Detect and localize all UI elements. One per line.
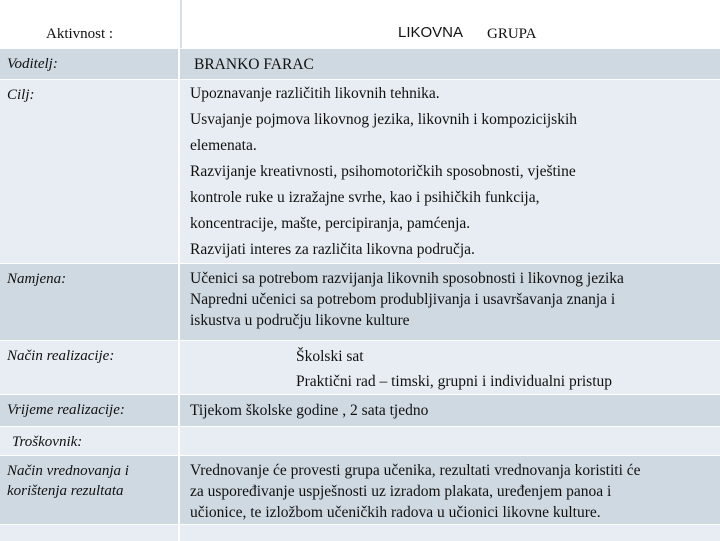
row-value [180,456,720,524]
row-value-line: BRANKO FARAC [194,56,314,73]
row-empty [0,524,720,541]
activity-title-part2: GRUPA [487,26,537,42]
row-label: Namjena: [0,264,180,340]
row-label: Troškovnik: [0,427,180,455]
row-value-line: iskustva u području likovne kulture [190,312,410,329]
header-left-cell [0,0,180,48]
table-body [0,48,720,541]
row-label: Cilj: [0,80,180,263]
row-troskovnik [0,426,720,455]
row-value [180,525,720,541]
activity-label: Aktivnost : [46,26,114,42]
row-value-line: Školski sat [296,348,364,365]
row-value-line: elemenata. [190,137,257,154]
row-value [180,395,720,426]
row-label: Način vrednovanja i korištenja rezultata [0,456,180,524]
header-right-cell [182,0,720,48]
row-value-line: Razvijati interes za različita likovna područja. [190,241,475,258]
row-value-line: Razvijanje kreativnosti, psihomotoričkih sposobnosti, vještine [190,163,576,180]
activity-title-part1: LIKOVNA [398,24,464,41]
row-vrijeme-realizacije [0,394,720,426]
row-value [180,427,720,455]
row-nacin-realizacije [0,340,720,394]
row-value-line: Vrednovanje će provesti grupa učenika, rezultati vrednovanja koristiti će [190,462,641,479]
row-label: Način realizacije: [0,341,180,394]
row-label: Voditelj: [0,49,180,79]
row-value [180,341,720,394]
row-cilj [0,79,720,263]
row-value [180,49,720,79]
row-nacin-vrednovanja [0,455,720,524]
row-value-line: Učenici sa potrebom razvijanja likovnih sposobnosti i likovnog jezika [190,270,624,287]
row-value-line: učionice, te izložbom učeničkih radova u učionici likovne kulture. [190,504,601,521]
row-value-line: Upoznavanje različitih likovnih tehnika. [190,85,440,102]
row-value [180,264,720,340]
row-namjena [0,263,720,340]
row-value-line: koncentracije, mašte, percipiranja, pamćenja. [190,215,471,232]
row-voditelj [0,48,720,79]
row-value-line: Usvajanje pojmova likovnog jezika, likovnih i kompozicijskih [190,111,578,128]
row-value [180,80,720,263]
row-label: Vrijeme realizacije: [0,395,180,426]
row-value-line: Napredni učenici sa potrebom produbljivanja i usavršavanja znanja i [190,291,616,308]
row-value-line: Praktični rad – timski, grupni i individualni pristup [296,373,613,390]
row-value-line: za uspoređivanje uspješnosti uz izradom plakata, uređenjem panoa i [190,483,612,500]
row-value-line: kontrole ruke u izražajne svrhe, kao i psihičkih funkcija, [190,189,540,206]
row-value-line: Tijekom školske godine , 2 sata tjedno [190,402,429,419]
row-label [0,525,180,541]
